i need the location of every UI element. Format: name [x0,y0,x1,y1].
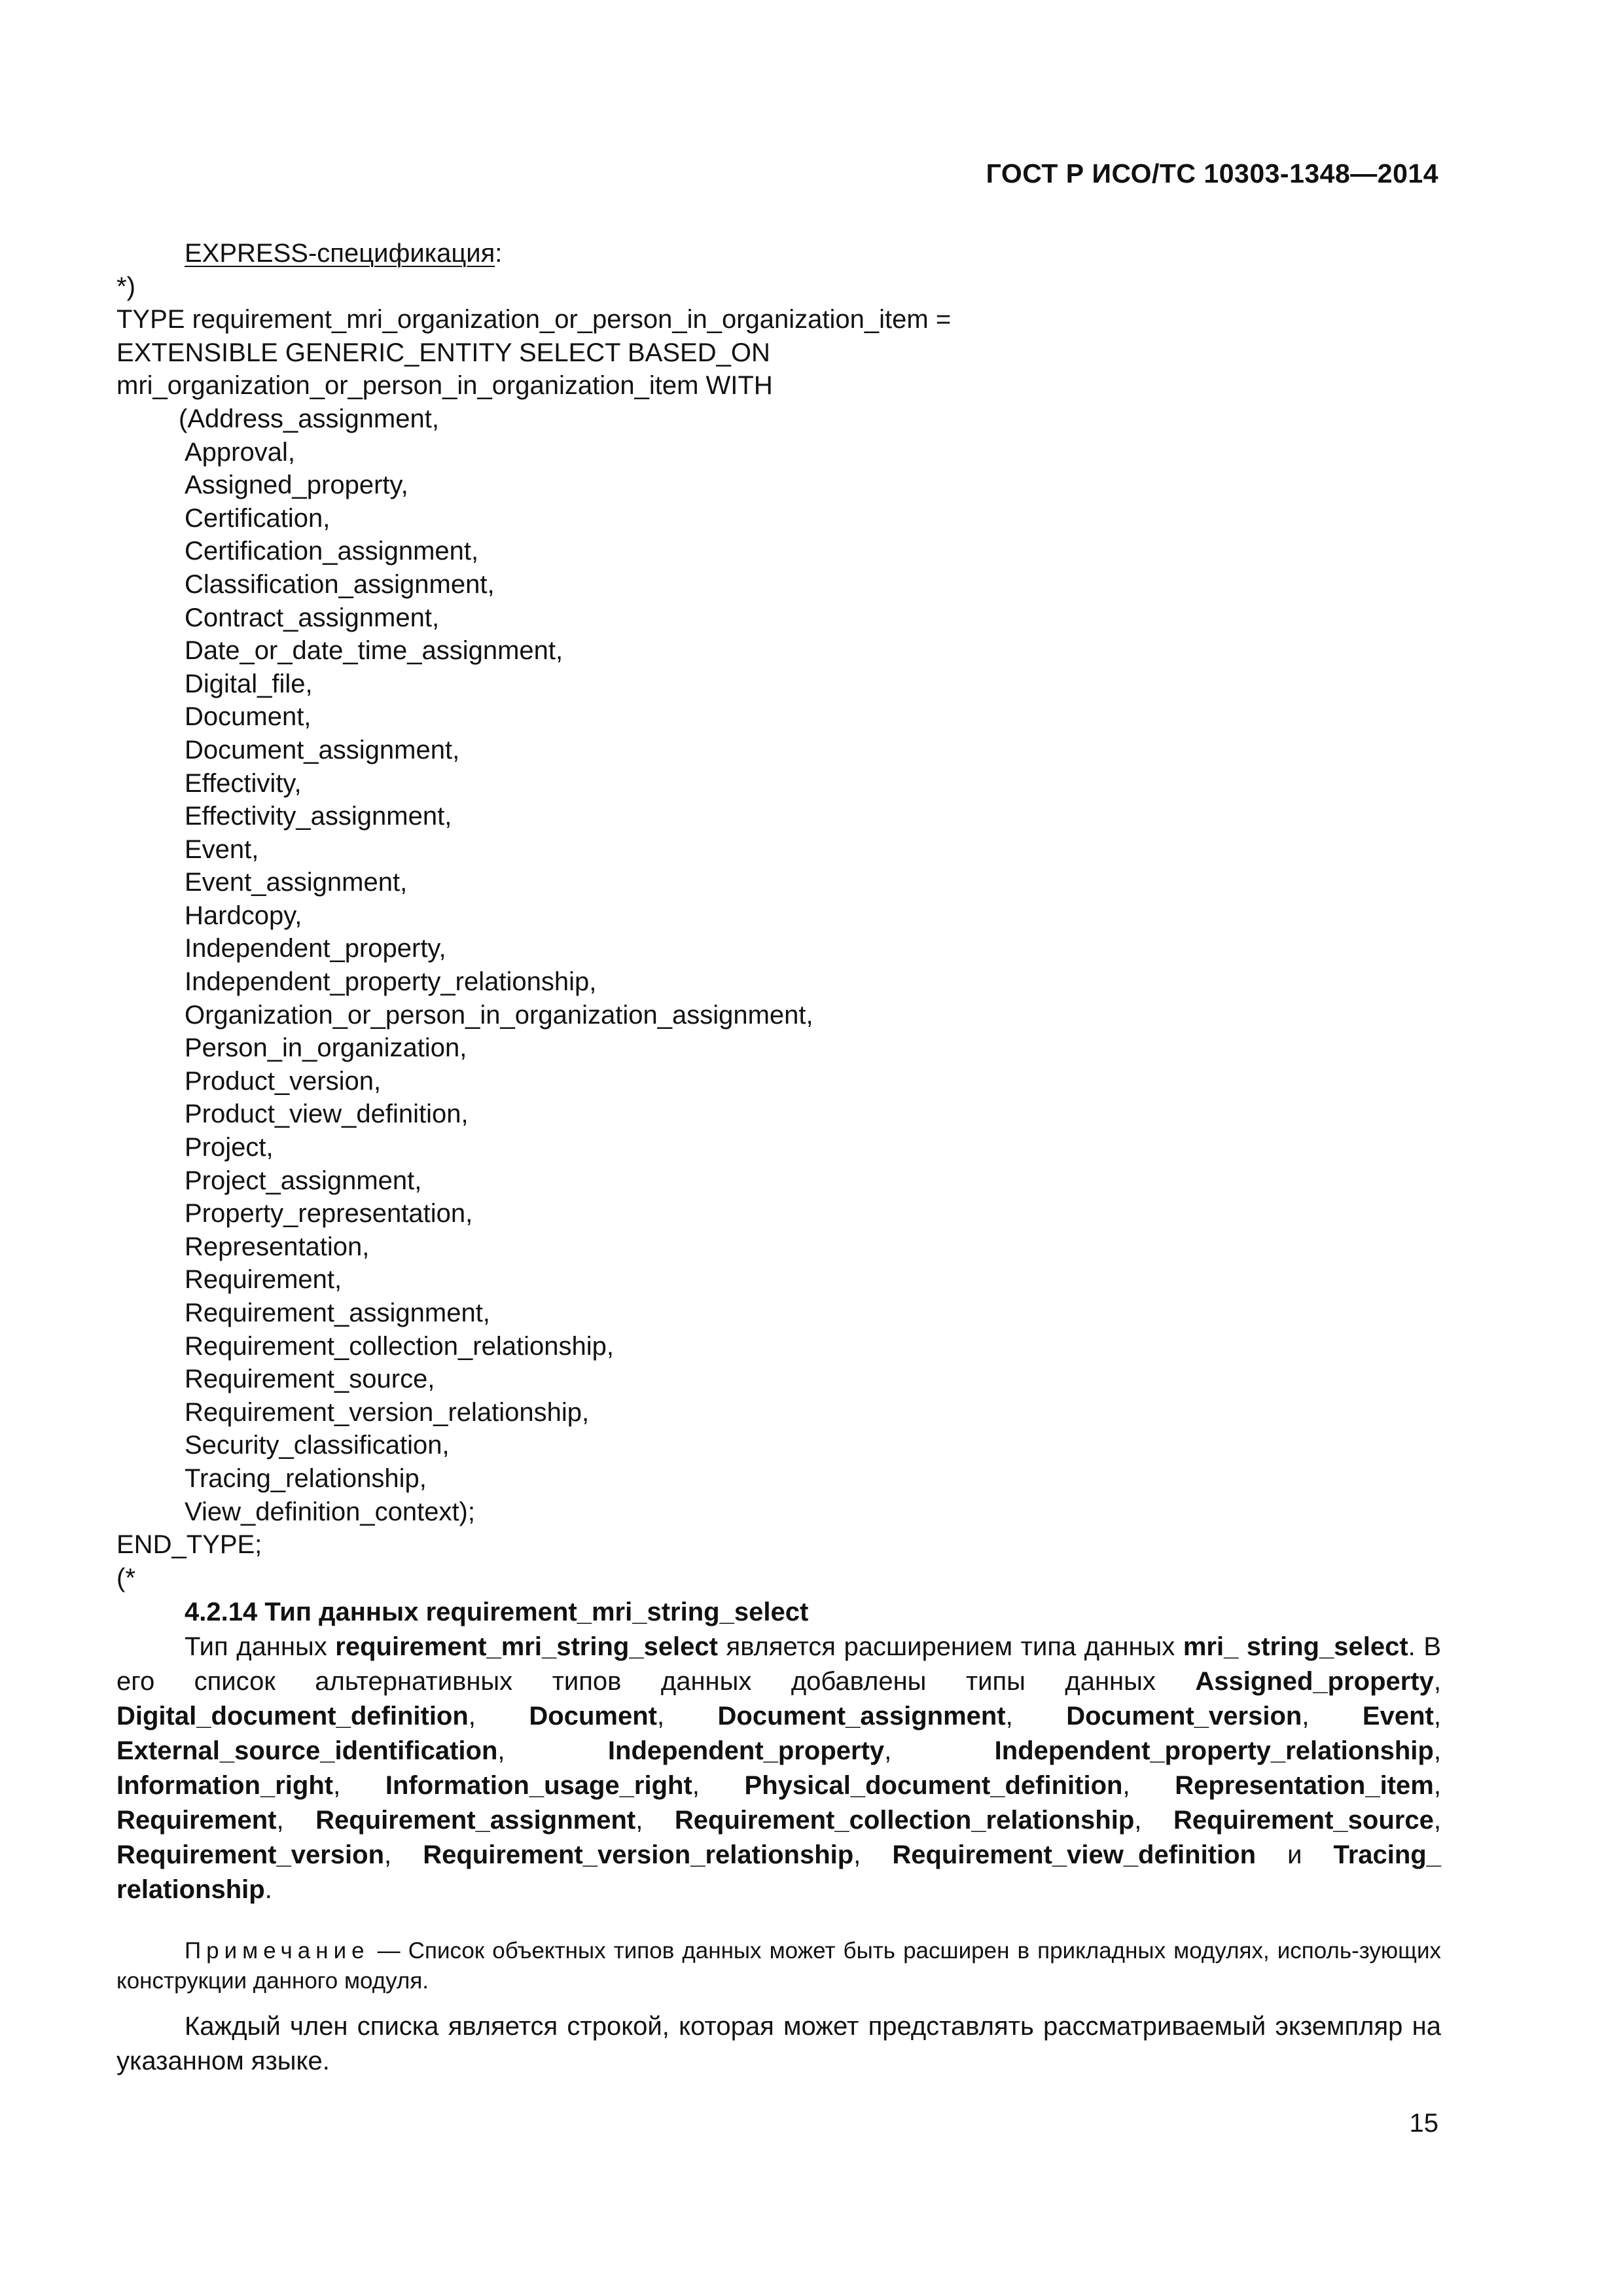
select-item: Project_assignment, [185,1166,422,1195]
type-name: Document [529,1702,657,1731]
express-label-colon: : [495,239,503,268]
type-name: Document_version [1066,1702,1302,1731]
type-name: Requirement [116,1806,277,1835]
type-name: Tracing_ relationship [116,1840,1441,1904]
type-name: Requirement_version [116,1840,385,1869]
type-name: Independent_property_relationship [994,1736,1434,1765]
type-declaration-line: mri_organization_or_person_in_organization_item WITH [116,371,773,401]
select-item: Property_representation, [185,1199,473,1229]
select-item: Product_version, [185,1066,382,1096]
type-name: Physical_document_definition [744,1771,1123,1800]
select-item: Security_classification, [185,1431,450,1460]
type-name: Information_usage_right [385,1771,692,1800]
select-item: Representation, [185,1232,370,1261]
select-item: (Address_assignment, [179,404,439,433]
express-label-line [116,237,1425,270]
type-name: Representation_item [1175,1771,1434,1800]
select-item: Requirement_assignment, [185,1299,490,1327]
select-item: Tracing_relationship, [185,1463,427,1493]
closing-paragraph: Каждый член списка является строкой, которая может представлять рассматриваемый экземпляр на указанном языке. [116,2012,1441,2075]
type-name: Information_right [116,1771,334,1800]
select-item: Hardcopy, [185,901,302,930]
select-item: Certification, [185,503,330,533]
type-name: Requirement_collection_relationship [674,1806,1135,1835]
select-item: Requirement_collection_relationship, [185,1331,614,1361]
end-type: END_TYPE; [116,1530,262,1560]
type-declaration-line: TYPE requirement_mri_organization_or_person_in_organization_item = [116,305,952,334]
type-name: Requirement_assignment [315,1806,636,1835]
type-name: Document_assignment [717,1702,1006,1731]
type-name: External_source_identification [116,1736,498,1765]
select-item: Certification_assignment, [185,537,479,566]
comment-start: (* [116,1563,135,1592]
select-item: Project, [185,1133,274,1162]
note [116,1936,1441,1996]
note-text: — Список объектных типов данных может быть расширен в прикладных модулях, исполь-зующих конструкции данного модуля. [116,1938,1441,1994]
select-item: Document_assignment, [185,735,460,764]
select-item: Approval, [185,437,295,467]
section-paragraph: Тип данных requirement_mri_string_select является расширением типа данных mri_ string_select. В его список альтернативных типов данных добавлены типы данных Assigned_property, Digital_document_definition, Document, Document_assignment, Document_version, Event, External_source_identification, Independent_property, Independent_property_relationship, Information_right, Information_usage_right, Physical_document_definition, Representation_item, Requirement, Requirement_assignment, Requirement_collection_relationship, Requirement_source, Requirement_version, Requirement_version_relationship, Requirement_view_definition и Tracing_ relationship. [116,1632,1442,1904]
select-item: Assigned_property, [185,471,408,500]
section-heading: 4.2.14 Тип данных requirement_mri_string_select [185,1598,809,1626]
standard-designation: ГОСТ Р ИСО/ТС 10303-1348—2014 [986,158,1438,188]
type-name: mri_ string_select [1183,1632,1408,1661]
select-item: Event_assignment, [185,868,408,897]
select-item: Classification_assignment, [185,569,495,599]
note-label: Примечание [185,1938,370,1964]
select-item: Contract_assignment, [185,603,440,632]
select-item: Effectivity_assignment, [185,802,452,831]
type-name: Independent_property [607,1736,885,1765]
express-specification [116,237,1425,1594]
type-name: Requirement_view_definition [892,1840,1257,1869]
type-name: requirement_mri_string_select [335,1632,718,1661]
select-item: Requirement_source, [185,1365,435,1394]
select-item: Effectivity, [185,768,302,798]
select-item: Product_view_definition, [185,1100,469,1129]
select-item: Independent_property_relationship, [185,967,597,997]
type-name: Event [1362,1702,1434,1731]
type-declaration-line: EXTENSIBLE GENERIC_ENTITY SELECT BASED_ON [116,338,770,367]
select-item: Person_in_organization, [185,1033,467,1063]
select-item: Independent_property, [185,934,446,963]
comment-end: *) [116,272,135,301]
type-name: Digital_document_definition [116,1702,469,1731]
select-item: Document, [185,702,312,732]
type-name: Requirement_source [1173,1806,1434,1835]
select-item: Requirement, [185,1265,342,1295]
select-item: View_definition_context); [185,1497,475,1526]
type-name: Requirement_version_relationship [423,1840,854,1869]
select-item: Date_or_date_time_assignment, [185,636,563,666]
page-number: 15 [1409,2109,1438,2138]
select-item: Organization_or_person_in_organization_assignment, [185,1000,813,1030]
section-4-2-14 [116,1595,1441,1907]
select-item: Digital_file, [185,669,313,698]
select-item: Requirement_version_relationship, [185,1397,590,1427]
select-item: Event, [185,834,259,864]
type-name: Assigned_property [1195,1667,1434,1696]
express-label: EXPRESS-спецификация [185,239,495,268]
